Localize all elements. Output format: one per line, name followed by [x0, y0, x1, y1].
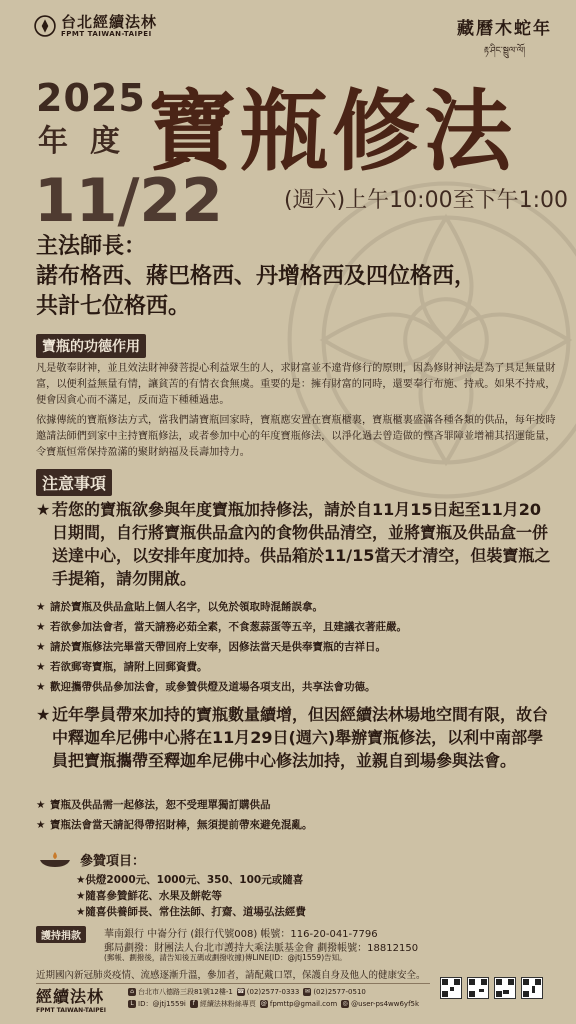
masters-block [36, 232, 556, 322]
donation-note: (郵帳、劃撥後，請告知後五碼或劃撥收據)傳LINE(ID：@jtj1559)告知。 [104, 953, 347, 962]
masters-label: 主法師長： [36, 234, 147, 259]
star-icon: ★ [36, 705, 51, 724]
fax-icon: ✉ [304, 988, 310, 995]
fax: (02)2577-0510 [313, 988, 366, 996]
location-icon: ⌂ [128, 988, 136, 996]
phone: (02)2577-0333 [246, 988, 300, 996]
facebook-page[interactable]: 經續法林粉絲專頁 [199, 1000, 256, 1008]
line-id[interactable]: ID：@jtj1559i [138, 1000, 186, 1008]
qr-code-icon[interactable] [467, 977, 489, 999]
event-time: (週六)上午10:00至下午1:00 [284, 188, 568, 213]
note-main-text: 若您的寶瓶欲參與年度寶瓶加持修法，請於自11月15日起至11月20日期間，自行將寶瓶供品盒內的食物供品清空，並將寶瓶及供品盒一併送達中心，以安排年度加持。供品箱於11/15當天才清空，但裝寶瓶之手提箱，請勿開啟。 [52, 500, 551, 588]
note-text: 請於寶瓶修法完畢當天帶回府上安奉，因修法當天是供奉寶瓶的吉祥日。 [50, 641, 386, 653]
instagram-icon: ◎ [342, 1000, 348, 1007]
star-icon: ★ [36, 621, 46, 633]
note-main-text: 近年學員帶來加持的寶瓶數量續增，但因經續法林場地空間有限，故台中釋迦牟尼佛中心將在11月29日(週六)舉辦寶瓶修法，以利中南部學員把寶瓶攜帶至釋迦牟尼佛中心修法加持，並親自到場參與法會。 [52, 705, 549, 770]
footer-org-name: 經續法林 [36, 987, 105, 1006]
note-item [36, 818, 556, 832]
merit-paragraph: 依據傳統的寶瓶修法方式，當我們請寶瓶回家時，寶瓶應安置在寶瓶櫃裏，寶瓶櫃裏盛滿各種各類的供品，每年按時邀請法師們到家中主持寶瓶修法，或者參加中心的年度寶瓶修法，以淨化過去曾造做的慳吝罪障並增補其招運能量，令寶瓶恒常保持盈滿的聚財納福及長壽加持力。 [36, 415, 556, 458]
bank-account: 華南銀行 中崙分行 (銀行代號008) 帳號：116-20-041-7796 [104, 929, 378, 940]
note-item [36, 680, 556, 694]
note-text: 請於寶瓶及供品盒貼上個人名字，以免於領取時混餚誤拿。 [50, 601, 323, 613]
offering-item: ★供燈2000元、1000元、350、100元或隨喜 [76, 874, 304, 886]
postal-account: 郵局劃撥：財團法人台北市護持大乘法脈基金會 劃撥帳號：18812150 [104, 943, 419, 954]
event-title: 寶瓶修法 [148, 79, 517, 183]
phone-icon: ☎ [237, 988, 245, 995]
masters-total: 共計七位格西。 [36, 294, 191, 319]
org-header [34, 14, 157, 38]
star-icon: ★ [36, 601, 46, 613]
star-icon: ★ [36, 641, 46, 653]
note-item [36, 640, 556, 654]
star-icon: ★ [36, 681, 46, 693]
event-year-sub: 年度 [38, 124, 142, 159]
qr-codes [440, 977, 548, 999]
offering-item: ★隨喜供養師長、常住法師、打齋、道場弘法經費 [76, 906, 306, 918]
calendar-label [457, 14, 552, 66]
calendar-tibetan: རྟ་ཤིང་སྦྲུལ་ལོ། [483, 46, 526, 56]
org-name-en: FPMT TAIWAN-TAIPEI [61, 30, 152, 38]
footer-contact-row [124, 987, 366, 997]
offerings-heading: 參贊項目： [80, 854, 146, 869]
star-icon: ★ [36, 799, 46, 811]
calendar-zh: 藏曆木蛇年 [457, 19, 552, 39]
footer-social-row [124, 999, 419, 1009]
event-year: 2025 [36, 76, 146, 120]
butter-lamp-icon [38, 852, 72, 868]
org-logo-icon [34, 15, 56, 37]
masters-names: 諾布格西、蔣巴格西、丹增格西及四位格西， [36, 264, 477, 289]
note-main-item [36, 498, 556, 590]
event-date: 11/22 [34, 166, 223, 236]
qr-code-icon[interactable] [440, 977, 462, 999]
note-item [36, 620, 556, 634]
address: 台北市八德路三段81號12樓-1 [138, 988, 233, 996]
note-text: 寶瓶及供品需一起修法，恕不受理單獨訂購供品 [50, 799, 271, 811]
offering-item: ★隨喜參贊鮮花、水果及餅乾等 [76, 890, 222, 902]
footer-org-en: FPMT TAIWAN-TAIPEI [36, 1007, 107, 1014]
donation-tag: 護持捐款 [36, 926, 86, 943]
note-item [36, 660, 556, 674]
qr-code-icon[interactable] [521, 977, 543, 999]
offerings-header [38, 850, 145, 869]
merit-heading: 寶瓶的功德作用 [36, 334, 146, 358]
note-text: 若欲郵寄寶瓶，請附上回郵資費。 [50, 661, 208, 673]
note-text: 若欲參加法會者，當天請務必茹全素，不食葱蒜蛋等五辛，且建議衣著莊嚴。 [50, 621, 407, 633]
footer-org [36, 984, 106, 1014]
merit-paragraph: 凡是敬奉財神，並且效法財神發菩提心利益眾生的人，求財富並不違背修行的原則，因為修財神法是為了具足無量財富，以便利益無量有情，讓貧苦的有情衣食無虞。重要的是：擁有財富的同時，還要奉行布施、持戒。如果不持戒，便會因貪心而不滿足，反而造下種種過患。 [36, 363, 556, 406]
note-text: 寶瓶法會當天請記得帶招財棒，無須提前帶來避免混亂。 [50, 819, 313, 831]
notes-heading: 注意事項 [36, 469, 112, 496]
email-icon: @ [260, 1000, 267, 1007]
star-icon: ★ [36, 819, 46, 831]
facebook-icon: f [190, 1000, 198, 1008]
email[interactable]: fpmttp@gmail.com [269, 1000, 338, 1008]
org-name: 台北經續法林 [61, 13, 158, 31]
line-icon: L [128, 1000, 136, 1008]
instagram[interactable]: @user-ps4ww6yf5k [351, 1000, 420, 1008]
star-icon: ★ [36, 661, 46, 673]
note-main-item [36, 703, 556, 772]
note-item [36, 798, 556, 812]
health-notice: 近期國內新冠肺炎疫情、流感逐漸升溫，參加者，請配戴口罩，保護自身及他人的健康安全。 [36, 970, 426, 981]
qr-code-icon[interactable] [494, 977, 516, 999]
note-text: 歡迎攜帶供品參加法會，或參贊供燈及道場各項支出，共享法會功德。 [50, 681, 376, 693]
star-icon: ★ [36, 500, 51, 519]
note-item [36, 600, 556, 614]
